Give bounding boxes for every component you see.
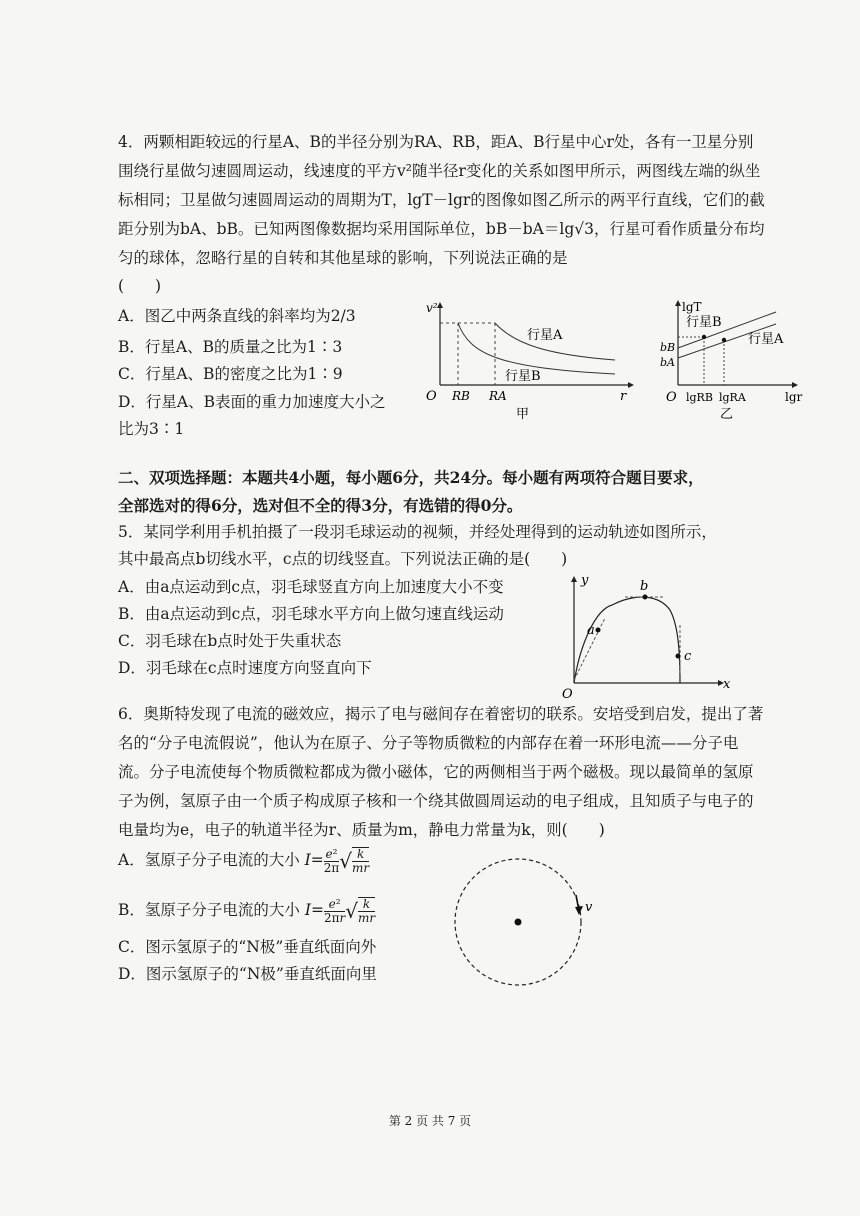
question-4-text: 4．两颗相距较远的行星A、B的半径分别为RA、RB，距A、B行星中心r处，各有一卫星分别围绕行星做匀速圆周运动，线速度的平方v²随半径r变化的关系如图甲所示，两图线左端的纵坐标相同；卫星做匀速圆周运动的周期为T，lgT－lgr的图像如图乙所示的两平行直线，它们的截距分别为bA、bB。已知两图像数据均采用国际单位，bB－bA＝lg√3，行星可看作质量分布均匀的球体，忽略行星的自转和其他星球的影响，下列说法正确的是 xyxy=(118,133,765,267)
q4-option-d-cont: 比为3∶1 xyxy=(118,420,185,438)
jia-origin: O xyxy=(426,389,437,404)
q4-option-b: B．行星A、B的质量之比为1∶3 xyxy=(118,338,343,356)
section-2-line-1: 二、双项选择题：本题共4小题，每小题6分，共24分。每小题有两项符合题目要求， xyxy=(118,468,704,487)
hydrogen-orbit-figure xyxy=(450,845,610,990)
q4-option-c: C．行星A、B的密度之比为1∶9 xyxy=(118,365,343,383)
q5-origin: O xyxy=(562,687,573,700)
question-6-text: 6．奥斯特发现了电流的磁效应，揭示了电与磁间存在着密切的联系。安培受到启发，提出了著名的“分子电流假说”，他认为在原子、分子等物质微粒的内部存在着一环形电流——分子电流。分子电流使每个物质微粒都成为微小磁体，它的两侧相当于两个磁极。现以最简单的氢原子为例，氢原子由一个质子构成原子核和一个绕其做圆周运动的电子组成，且知质子与电子的电量均为e，电子的轨道半径为r、质量为m，静电力常量为k，则( ) xyxy=(118,705,764,839)
yi-tick-1: lgRB xyxy=(686,391,713,404)
q5-option-b: B．由a点运动到c点，羽毛球水平方向上做匀速直线运动 xyxy=(118,605,504,623)
q6-option-b: B．氢原子分子电流的大小 I= $\frac{\text{e²}}{2\pi r}$ √ $\frac{k}{mr}$ xyxy=(118,896,376,925)
yi-caption: 乙 xyxy=(720,407,734,422)
q5-point-b: b xyxy=(640,579,649,594)
velocity-label: v xyxy=(585,900,593,915)
yi-y-label: lgT xyxy=(682,300,702,314)
jia-tick-rb: RB xyxy=(452,389,470,403)
q5-x-label: x xyxy=(723,677,731,692)
q5-trajectory-graph xyxy=(560,570,740,700)
jia-label-b: 行星B xyxy=(505,369,541,384)
yi-label-b: 行星B xyxy=(686,315,722,330)
yi-label-a: 行星A xyxy=(748,332,784,347)
q4-option-d: D．行星A、B表面的重力加速度大小之 xyxy=(118,393,386,411)
q6-option-a: A．氢原子分子电流的大小 I= $\frac{\text{e²}}{2\pi}$ √ $\frac{k}{mr}$ xyxy=(118,846,370,875)
trajectory-curve xyxy=(574,597,680,683)
q5-point-a: a xyxy=(587,623,595,638)
q4-option-a: A．图乙中两条直线的斜率均为2/3 xyxy=(118,307,356,325)
yi-x-label: lgr xyxy=(785,390,803,404)
q5-option-d: D．羽毛球在c点时速度方向竖直向下 xyxy=(118,659,372,677)
q5-option-c: C．羽毛球在b点时处于失重状态 xyxy=(118,632,342,650)
jia-caption: 甲 xyxy=(516,407,530,422)
question-5-line-1: 5．某同学利用手机拍摄了一段羽毛球运动的视频，并经处理得到的运动轨迹如图所示， xyxy=(118,523,717,541)
yi-b-a: bA xyxy=(660,356,675,369)
q5-y-label: y xyxy=(581,573,589,588)
q5-option-a: A．由a点运动到c点，羽毛球竖直方向上加速度大小不变 xyxy=(118,578,504,596)
yi-tick-2: lgRA xyxy=(719,391,746,404)
jia-x-label: r xyxy=(620,389,627,404)
yi-origin: O xyxy=(666,390,677,405)
section-2-line-2: 全部选对的得6分，选对但不全的得3分，有选错的得0分。 xyxy=(118,496,523,515)
yi-b-b: bB xyxy=(660,341,676,354)
q5-point-c: c xyxy=(684,649,692,664)
graph-yi xyxy=(656,298,806,426)
q6-option-c: C．图示氢原子的“N极”垂直纸面向外 xyxy=(118,938,377,956)
jia-y-label: v² xyxy=(426,301,438,315)
q6-option-d: D．图示氢原子的“N极”垂直纸面向里 xyxy=(118,965,377,983)
question-5-line-2: 其中最高点b切线水平，c点的切线竖直。下列说法正确的是( ) xyxy=(118,550,568,568)
jia-label-a: 行星A xyxy=(527,328,563,343)
jia-tick-ra: RA xyxy=(489,389,507,403)
page-footer: 第 2 页 共 7 页 xyxy=(388,1114,472,1128)
question-4-paren: ( ) xyxy=(118,277,162,295)
graph-jia xyxy=(420,300,640,425)
